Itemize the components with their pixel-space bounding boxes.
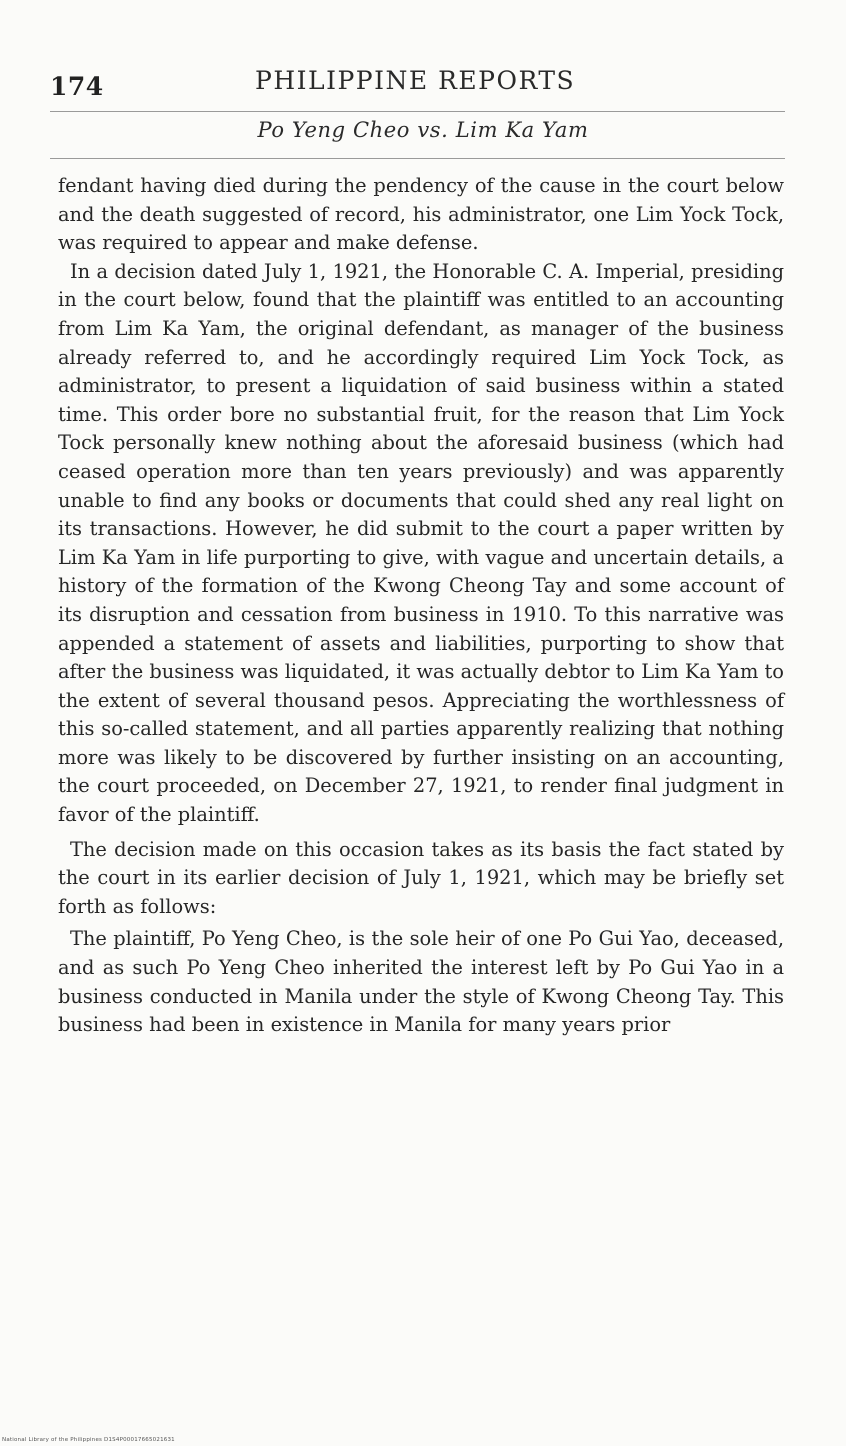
paragraph-3: The decision made on this occasion takes as its basis the fact stated by the court in its earlier decision of July 1, 1921, which may be briefly set forth as follows: <box>58 837 784 918</box>
paragraph-1: fendant having died during the pendency of the cause in the court below and the death suggested of record, his administrator, one Lim Yock Tock, was required to appear and make defense. <box>58 174 784 255</box>
paragraph-4: The plaintiff, Po Yeng Cheo, is the sole heir of one Po Gui Yao, deceased, and as such Po Yeng Cheo inherited the interest left by Po Gui Yao in a business conducted in Manila under the style of Kwong Cheong Tay. This business had been in existence in Manila for many years prior <box>58 927 784 1037</box>
library-source-note: National Library of the Philippines D1S4P00017665021631 <box>2 1437 175 1443</box>
page-header <box>50 66 785 106</box>
case-title: Po Yeng Cheo vs. Lim Ka Yam <box>257 118 589 142</box>
running-head: PHILIPPINE REPORTS <box>255 66 576 95</box>
paragraph-2: In a decision dated July 1, 1921, the Honorable C. A. Imperial, presiding in the court below, found that the plaintiff was entitled to an accounting from Lim Ka Yam, the original defendant, as manager of the business already referred to, and he accordingly required Lim Yock Tock, as administrator, to present a liquidation of said business within a stated time. This order bore no substantial fruit, for the reason that Lim Yock Tock personally knew nothing about the aforesaid business (which had ceased operation more than ten years previously) and was apparently unable to find any books or documents that could shed any real light on its transactions. However, he did submit to the court a paper written by Lim Ka Yam in life purporting to give, with vague and uncertain details, a history of the formation of the Kwong Cheong Tay and some account of its disruption and cessation from business in 1910. To this narrative was appended a statement of assets and liabilities, purporting to show that after the business was liquidated, it was actually debtor to Lim Ka Yam to the extent of several thousand pesos. Appreciating the worthlessness of this so-called statement, and all parties apparently realizing that nothing more was likely to be discovered by further insisting on an accounting, the court proceeded, on December 27, 1921, to render final judgment in favor of the plaintiff. <box>58 259 784 827</box>
page-number: 174 <box>50 72 104 101</box>
body-text <box>58 172 784 1040</box>
header-rule-bottom <box>50 158 785 159</box>
header-rule-top <box>50 111 785 112</box>
